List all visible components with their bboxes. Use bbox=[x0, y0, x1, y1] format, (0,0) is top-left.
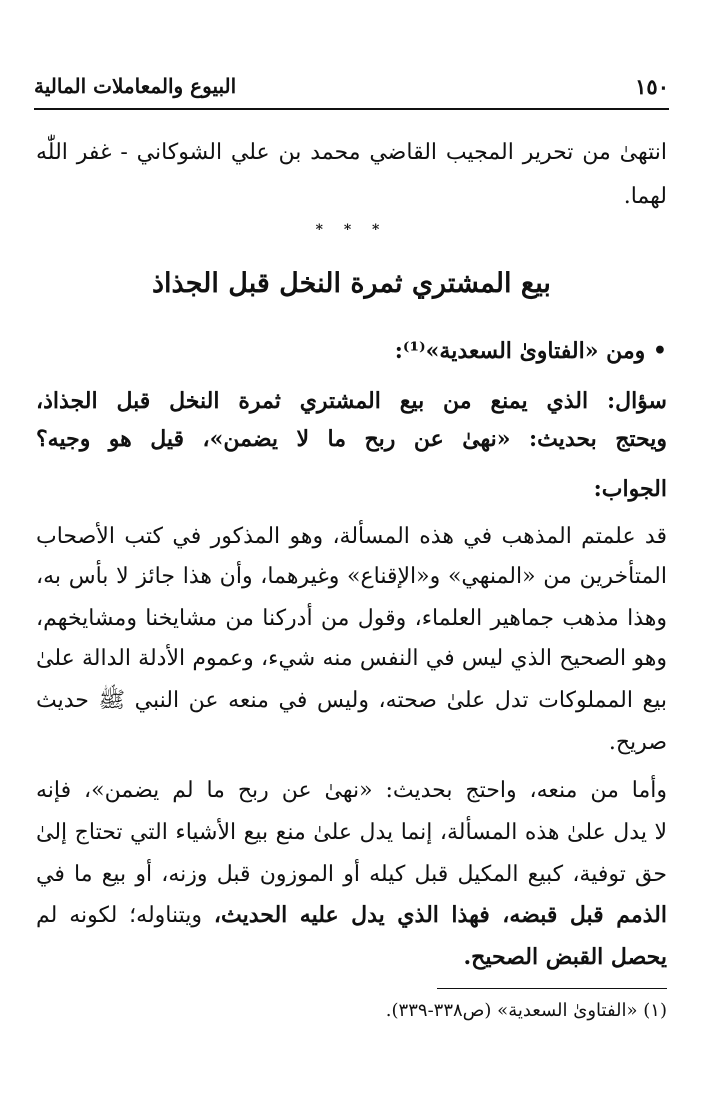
answer-p2-line-3: حق توفية، كبيع المكيل قبل كيله أو الموزون قبل وزنه، أو بيع ما في bbox=[36, 862, 667, 887]
answer-p1-line-6: صريح. bbox=[608, 730, 667, 755]
question-line-1: سؤال: الذي يمنع من بيع المشتري ثمرة النخل قبل الجذاذ، bbox=[36, 388, 667, 414]
intro-line-1: انتهىٰ من تحرير المجيب القاضي محمد بن علي الشوكاني - غفر اللّٰه bbox=[36, 140, 667, 165]
answer-p2-line-1: وأما من منعه، واحتج بحديث: «نهىٰ عن ربح ما لم يضمن»، فإنه bbox=[36, 778, 667, 803]
section-separator: * * * bbox=[315, 222, 388, 238]
footnote: (١) «الفتاوىٰ السعدية» (ص٣٣٨-٣٣٩). bbox=[385, 1000, 667, 1021]
answer-heading: الجواب: bbox=[593, 476, 667, 502]
answer-p2-line-4-bold: الذمم قبل قبضه، فهذا الذي يدل عليه الحديث، bbox=[213, 902, 667, 928]
answer-p1-line-4: وهو الصحيح الذي ليس في النفس منه شيء، وعموم الأدلة الدالة علىٰ bbox=[36, 646, 667, 671]
running-title: البيوع والمعاملات المالية bbox=[34, 74, 237, 98]
page-number: ١٥٠ bbox=[635, 74, 669, 99]
footnote-rule bbox=[437, 988, 667, 989]
answer-p2-line-4-rest: ويتناوله؛ لكونه لم bbox=[36, 903, 214, 928]
source-line: • ومن «الفتاوىٰ السعدية»⁽¹⁾: bbox=[394, 338, 667, 364]
answer-p1-line-5: بيع المملوكات تدل علىٰ صحته، وليس في منعه عن النبي ﷺ حديث bbox=[36, 688, 667, 713]
answer-p1-line-3: وهذا مذهب جماهير العلماء، وقول من أدركنا من مشايخنا ومشايخهم، bbox=[36, 606, 667, 631]
answer-p2-line-5: يحصل القبض الصحيح. bbox=[463, 944, 667, 970]
answer-p2-line-4 bbox=[36, 898, 667, 933]
section-title: بيع المشتري ثمرة النخل قبل الجذاذ bbox=[152, 268, 551, 299]
answer-p1-line-1: قد علمتم المذهب في هذه المسألة، وهو المذكور في كتب الأصحاب bbox=[36, 524, 667, 549]
header-rule bbox=[34, 108, 669, 110]
intro-line-2: لهما. bbox=[623, 184, 667, 209]
page-header bbox=[34, 62, 669, 106]
answer-p2-line-2: لا يدل علىٰ هذه المسألة، إنما يدل علىٰ منع بيع الأشياء التي تحتاج إلىٰ bbox=[36, 820, 667, 845]
answer-p1-line-2: المتأخرين من «المنهي» و«الإقناع» وغيرهما، وأن هذا جائز لا بأس به، bbox=[36, 564, 667, 589]
question-line-2: ويحتج بحديث: «نهىٰ عن ربح ما لا يضمن»، قيل هو وجيه؟ bbox=[36, 426, 667, 452]
